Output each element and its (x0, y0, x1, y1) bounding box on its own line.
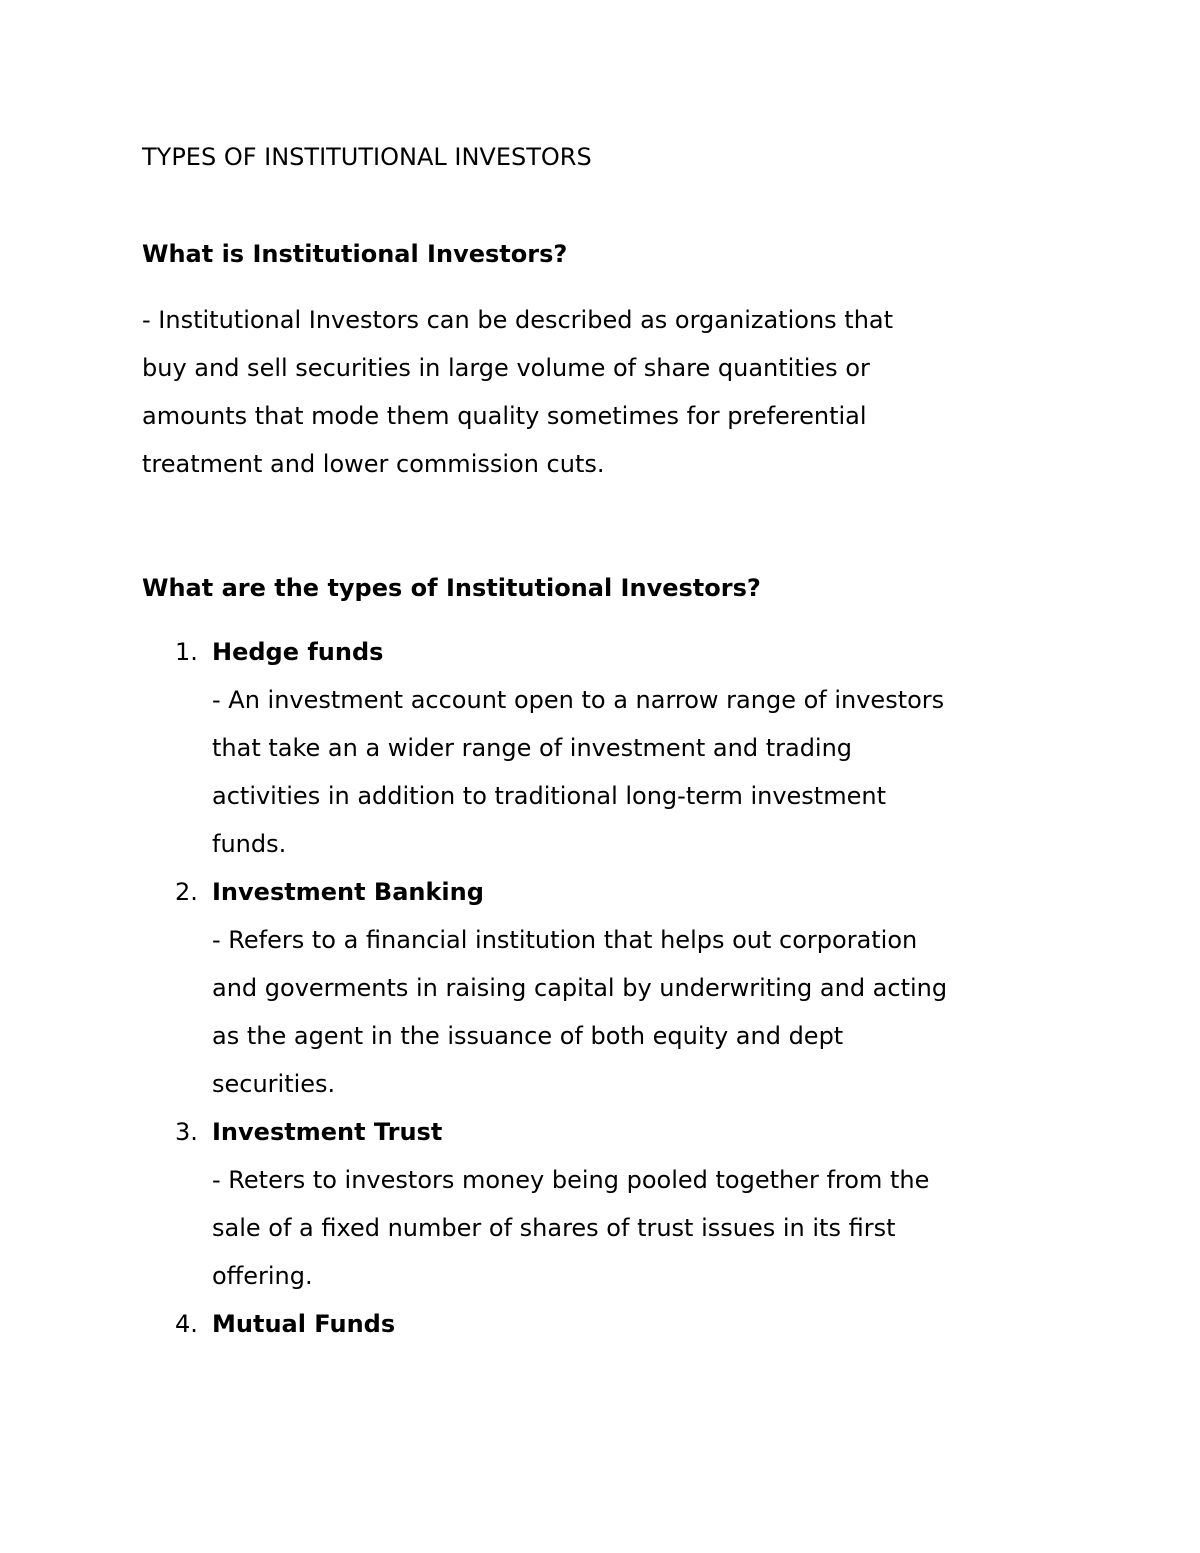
list-item-line: offering. (212, 1262, 313, 1290)
list-item-title: Investment Banking (212, 878, 484, 906)
list-item-line: - Refers to a financial institution that helps out corporation (212, 926, 918, 954)
section-heading-what-is: What is Institutional Investors? (142, 240, 568, 268)
investor-types-list (142, 628, 1102, 1348)
list-item-line: funds. (212, 830, 287, 858)
list-item-number: 1. (175, 638, 198, 666)
list-item-number: 4. (175, 1310, 198, 1338)
list-item-investment-trust (142, 1108, 1102, 1300)
list-item-line: - Reters to investors money being pooled together from the (212, 1166, 930, 1194)
list-item-title: Hedge funds (212, 638, 384, 666)
list-item-number: 3. (175, 1118, 198, 1146)
paragraph-line: amounts that mode them quality sometimes for preferential (142, 402, 867, 430)
list-item-title: Investment Trust (212, 1118, 443, 1146)
list-item-line: as the agent in the issuance of both equity and dept (212, 1022, 844, 1050)
definition-paragraph (142, 296, 1082, 488)
list-item-title: Mutual Funds (212, 1310, 396, 1338)
paragraph-line: buy and sell securities in large volume of share quantities or (142, 354, 870, 382)
section-heading-types: What are the types of Institutional Investors? (142, 574, 761, 602)
list-item-line: - An investment account open to a narrow range of investors (212, 686, 945, 714)
list-item-line: and goverments in raising capital by underwriting and acting (212, 974, 948, 1002)
document-title: TYPES OF INSTITUTIONAL INVESTORS (142, 143, 592, 171)
paragraph-line: treatment and lower commission cuts. (142, 450, 605, 478)
list-item-hedge-funds (142, 628, 1102, 868)
list-item-line: that take an a wider range of investment and trading (212, 734, 853, 762)
list-item-line: securities. (212, 1070, 336, 1098)
list-item-line: sale of a fixed number of shares of trust issues in its first (212, 1214, 896, 1242)
paragraph-line: - Institutional Investors can be described as organizations that (142, 306, 894, 334)
list-item-number: 2. (175, 878, 198, 906)
list-item-investment-banking (142, 868, 1102, 1108)
list-item-line: activities in addition to traditional long-term investment (212, 782, 886, 810)
list-item-mutual-funds (142, 1300, 1102, 1348)
